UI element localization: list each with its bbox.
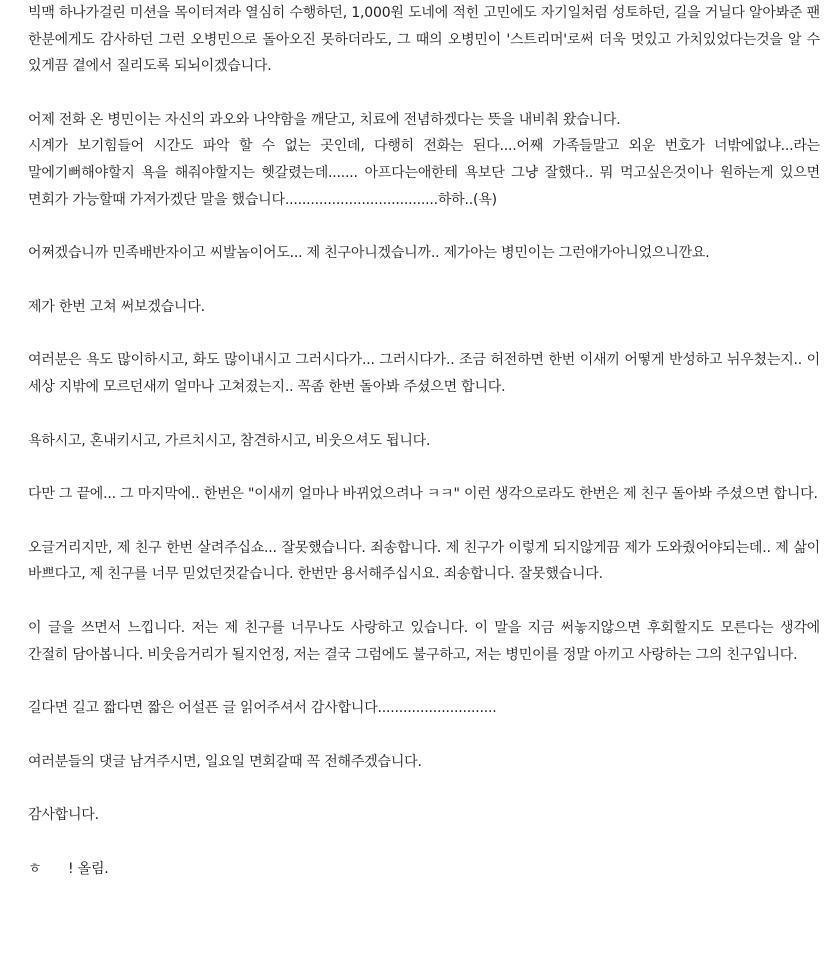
post-body	[28, 0, 820, 909]
paragraph-line: 어제 전화 온 병민이는 자신의 과오와 나약함을 깨닫고, 치료에 전념하겠다는 뜻을 내비춰 왔습니다.	[28, 111, 621, 128]
paragraph-line: 오글거리지만, 제 친구 한번 살려주십쇼... 잘못했습니다. 죄송합니다. 제 친구가 이렇게 되지않게끔 제가 도와줬어야되는데.. 제 삶이 바쁘다고, 제 친구를 너무 믿었던것같습니다. 한번만 용서해주십시요. 죄송합니다. 잘못했습니다.	[28, 539, 820, 583]
paragraph-line: 여러분들의 댓글 남겨주시면, 일요일 면회갈때 꼭 전해주겠습니다.	[28, 753, 422, 770]
paragraph-line: 시계가 보기힘들어 시간도 파악 할 수 없는 곳인데, 다행히 전화는 된다....어째 가족들말고 외운 번호가 너밖에없냐...라는 말에기뻐해야할지 욕을 해줘야할지는 헷갈렸는데....... 아프다는애한테 욕보단 그냥 잘했다.. 뭐 먹고싶은것이나 원하는게 있으면 면회가 가능할때 가져가겠단 말을 했습니다....................................하하..(욕)	[28, 138, 820, 208]
paragraph	[28, 347, 820, 400]
paragraph-line: 여러분은 욕도 많이하시고, 화도 많이내시고 그러시다가... 그러시다가.. 조금 허전하면 한번 이새끼 어떻게 반성하고 뉘우쳤는지.. 이 세상 지밖에 모르던새끼 얼마나 고쳐졌는지.. 꼭좀 한번 돌아봐 주셨으면 합니다.	[28, 352, 820, 395]
paragraph-line: 어쩌겠습니까 민족배반자이고 씨발놈이어도... 제 친구아니겠습니까.. 제가아는 병민이는 그런애가아니었으니깐요.	[28, 245, 710, 262]
paragraph	[28, 749, 820, 776]
paragraph-line: 감사합니다.	[28, 807, 99, 824]
paragraph-line: 욕하시고, 혼내키시고, 가르치시고, 참견하시고, 비웃으셔도 됩니다.	[28, 432, 431, 449]
paragraph	[28, 107, 820, 213]
paragraph-line: 이 글을 쓰면서 느낍니다. 저는 제 친구를 너무나도 사랑하고 있습니다. 이 말을 지금 써놓지않으면 후회할지도 모른다는 생각에 간절히 담아봅니다. 비웃음거리가 될지언정, 저는 결국 그럼에도 불구하고, 저는 병민이를 정말 아끼고 사랑하는 그의 친구입니다.	[28, 619, 820, 663]
paragraph	[28, 0, 820, 80]
signature-text: ! 올림.	[68, 860, 109, 877]
paragraph	[28, 695, 820, 722]
paragraph	[28, 615, 820, 668]
paragraph	[28, 240, 820, 267]
paragraph	[28, 294, 820, 321]
paragraph-line: 제가 한번 고쳐 써보겠습니다.	[28, 298, 205, 315]
paragraph	[28, 428, 820, 455]
paragraph	[28, 802, 820, 829]
signature	[28, 856, 820, 883]
paragraph-line: 빅맥 하나가걸린 미션을 목이터져라 열심히 수행하던, 1,000원 도네에 적힌 고민에도 자기일처럼 성토하던, 길을 거닐다 알아봐준 팬 한분에게도 감사하던 그런 오병민으로 돌아오진 못하더라도, 그 때의 오병민이 '스트리머'로써 더욱 멋있고 가치있었다는것을 알 수 있게끔 곁에서 질리도록 되뇌이겠습니다.	[28, 5, 820, 75]
paragraph	[28, 535, 820, 588]
paragraph	[28, 481, 820, 508]
signature-mark: ㅎ	[28, 860, 42, 877]
paragraph-line: 다만 그 끝에... 그 마지막에.. 한번은 "이새끼 얼마나 바뀌었으려나 ㅋㅋ" 이런 생각으로라도 한번은 제 친구 돌아봐 주셨으면 합니다.	[28, 486, 818, 503]
paragraph-line: 길다면 길고 짧다면 짧은 어설픈 글 읽어주셔서 감사합니다............................	[28, 700, 497, 717]
